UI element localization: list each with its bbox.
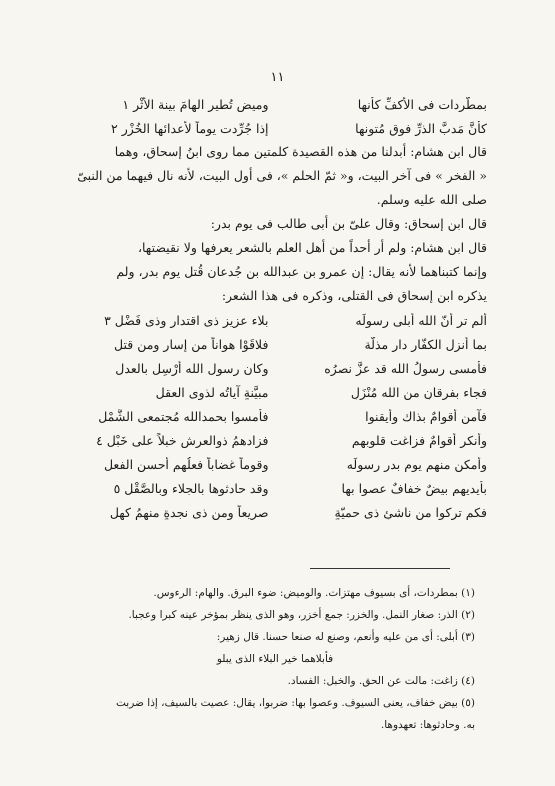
hemistich-first: فجاء بفرقانٍ من الله مُنْزَلٍ: [350, 384, 487, 400]
prose-paragraph-2: [62, 236, 487, 308]
prose-line: يذكره ابن إسحاق فى القتلى، وذكره فى هذا الشعر:: [221, 288, 487, 303]
verse: [62, 92, 487, 116]
hemistich-second: وقد حادثوها بالجلاء وبالصَّقْل ٥: [113, 480, 269, 496]
footnote: (٤) زاغت: مالت عن الحق. والخبل: الفساد.: [287, 675, 475, 687]
footnote: (٣) أبلى: أى من عليه وأنعم، وصنع له صنعا حسنا. قال زهير:: [216, 631, 475, 643]
page-number: ١١: [270, 70, 285, 85]
prose-line: قال ابن هشام: أبدلنا من هذه القصيدة كلمتين مما روى ابنُ إسحاق، وهما: [114, 144, 487, 159]
hemistich-second: فلاقَوْا هواناً من إسارٍ ومن قتل: [114, 336, 269, 352]
footnotes: [75, 582, 475, 736]
footnote-continuation: به. وحادثوها: تعهدوها.: [380, 719, 475, 731]
verse: [62, 332, 487, 356]
hemistich-second: صريعاً ومن ذى نجدةٍ منهمُ كهل: [109, 504, 269, 520]
prose-line: صلى الله عليه وسلم.: [376, 192, 487, 207]
verse: [62, 356, 487, 380]
footnote: (٥) بيض خفاف، يعنى السيوف. وعصوا بها: ضربوا، يقال: عصيت بالسيف، إذا ضربت: [116, 697, 475, 709]
hemistich-first: بأيديهم بيضٌ خفافٌ عصوا بها: [341, 480, 487, 496]
prose-paragraph-1: [62, 140, 487, 212]
verse: [62, 428, 487, 452]
hemistich-first: وأنكر أقوامٌ فزاغت قلوبهم: [351, 432, 487, 448]
verse: [62, 500, 487, 524]
hemistich-second: إذا جُرِّدت يوماً لأعدائها الخُزْر ٢: [111, 120, 269, 136]
section-heading: قال ابن إسحاق: وقال علىّ بن أبى طالب فى يوم بدر:: [210, 216, 487, 231]
verse: [62, 404, 487, 428]
hemistich-second: فزادهمُ ذوالعرش خبلاً على خَبْل ٤: [96, 432, 269, 448]
footnote-divider: [310, 568, 450, 569]
footnote: (٢) الذر: صغار النمل. والخزر: جمع أخزر، وهو الذى ينظر بمؤخر عينه كبرا وعجبا.: [128, 609, 475, 621]
hemistich-first: بمطَّردات فى الأكفِّ كأنها: [357, 96, 487, 112]
hemistich-first: فكم تركوا من ناشئٍ ذى حميّةٍ: [334, 504, 487, 520]
hemistich-first: كأنَّ مَدبَّ الذرِّ فوق مُتونها: [355, 120, 487, 136]
hemistich-first: فأمسى رسولُ الله قد عزَّ نصرُه: [324, 360, 487, 376]
hemistich-second: وكان رسول الله أُرْسِل بالعدل: [115, 360, 269, 376]
hemistich-second: وميض تُطير الهامَ بينة الأثْر ١: [122, 96, 269, 112]
hemistich-second: بلاء عزيزٍ ذى اقتدار وذى فَضْل ٣: [104, 312, 269, 328]
hemistich-second: وقوماً غضاباً فعلُهم أحسن الفعل: [103, 456, 269, 472]
poem-top: [62, 92, 487, 140]
hemistich-first: ألم تر أنّ الله أبلى رسولَه: [355, 312, 487, 328]
hemistich-first: بما أنزل الكفّار دار مذلَّة: [364, 336, 487, 352]
poem: [62, 308, 487, 524]
footnote-quoted-verse: فأبلاهما خير البلاء الذى يبلو: [216, 653, 334, 665]
verse: [62, 116, 487, 140]
hemistich-first: وأمكن منهم يوم بدرٍ رسولَه: [346, 456, 487, 472]
verse: [62, 452, 487, 476]
footnote: (١) بمطردات، أى بسيوف مهتزات. والوميض: ضوء البرق. والهام: الرءوس.: [153, 587, 475, 599]
verse: [62, 380, 487, 404]
prose-line: « الفخر » فى آخر البيت، و« ثمّ الحلم »، فى أول البيت، لأنه نال فيهما من النبىّ: [77, 168, 487, 183]
hemistich-second: مبيَّنةٍ آياتُه لذوى العقل: [155, 384, 269, 400]
prose-line: وإنما كتبناهما لأنه يقال: إن عمرو بن عبدالله بن جُدعان قُتل يوم بدر، ولم: [116, 264, 487, 279]
text-body: [62, 92, 487, 524]
prose-line: قال ابن هشام: ولم أر أحداً من أهل العلم بالشعر يعرفها ولا نقيضتها،: [137, 240, 487, 255]
verse: [62, 308, 487, 332]
hemistich-second: فأمسوا بحمدالله مُجتمعى الشَّمْل: [98, 408, 269, 424]
hemistich-first: فآمن أقوامٌ بذاك وأيقنوا: [365, 408, 487, 424]
verse: [62, 476, 487, 500]
